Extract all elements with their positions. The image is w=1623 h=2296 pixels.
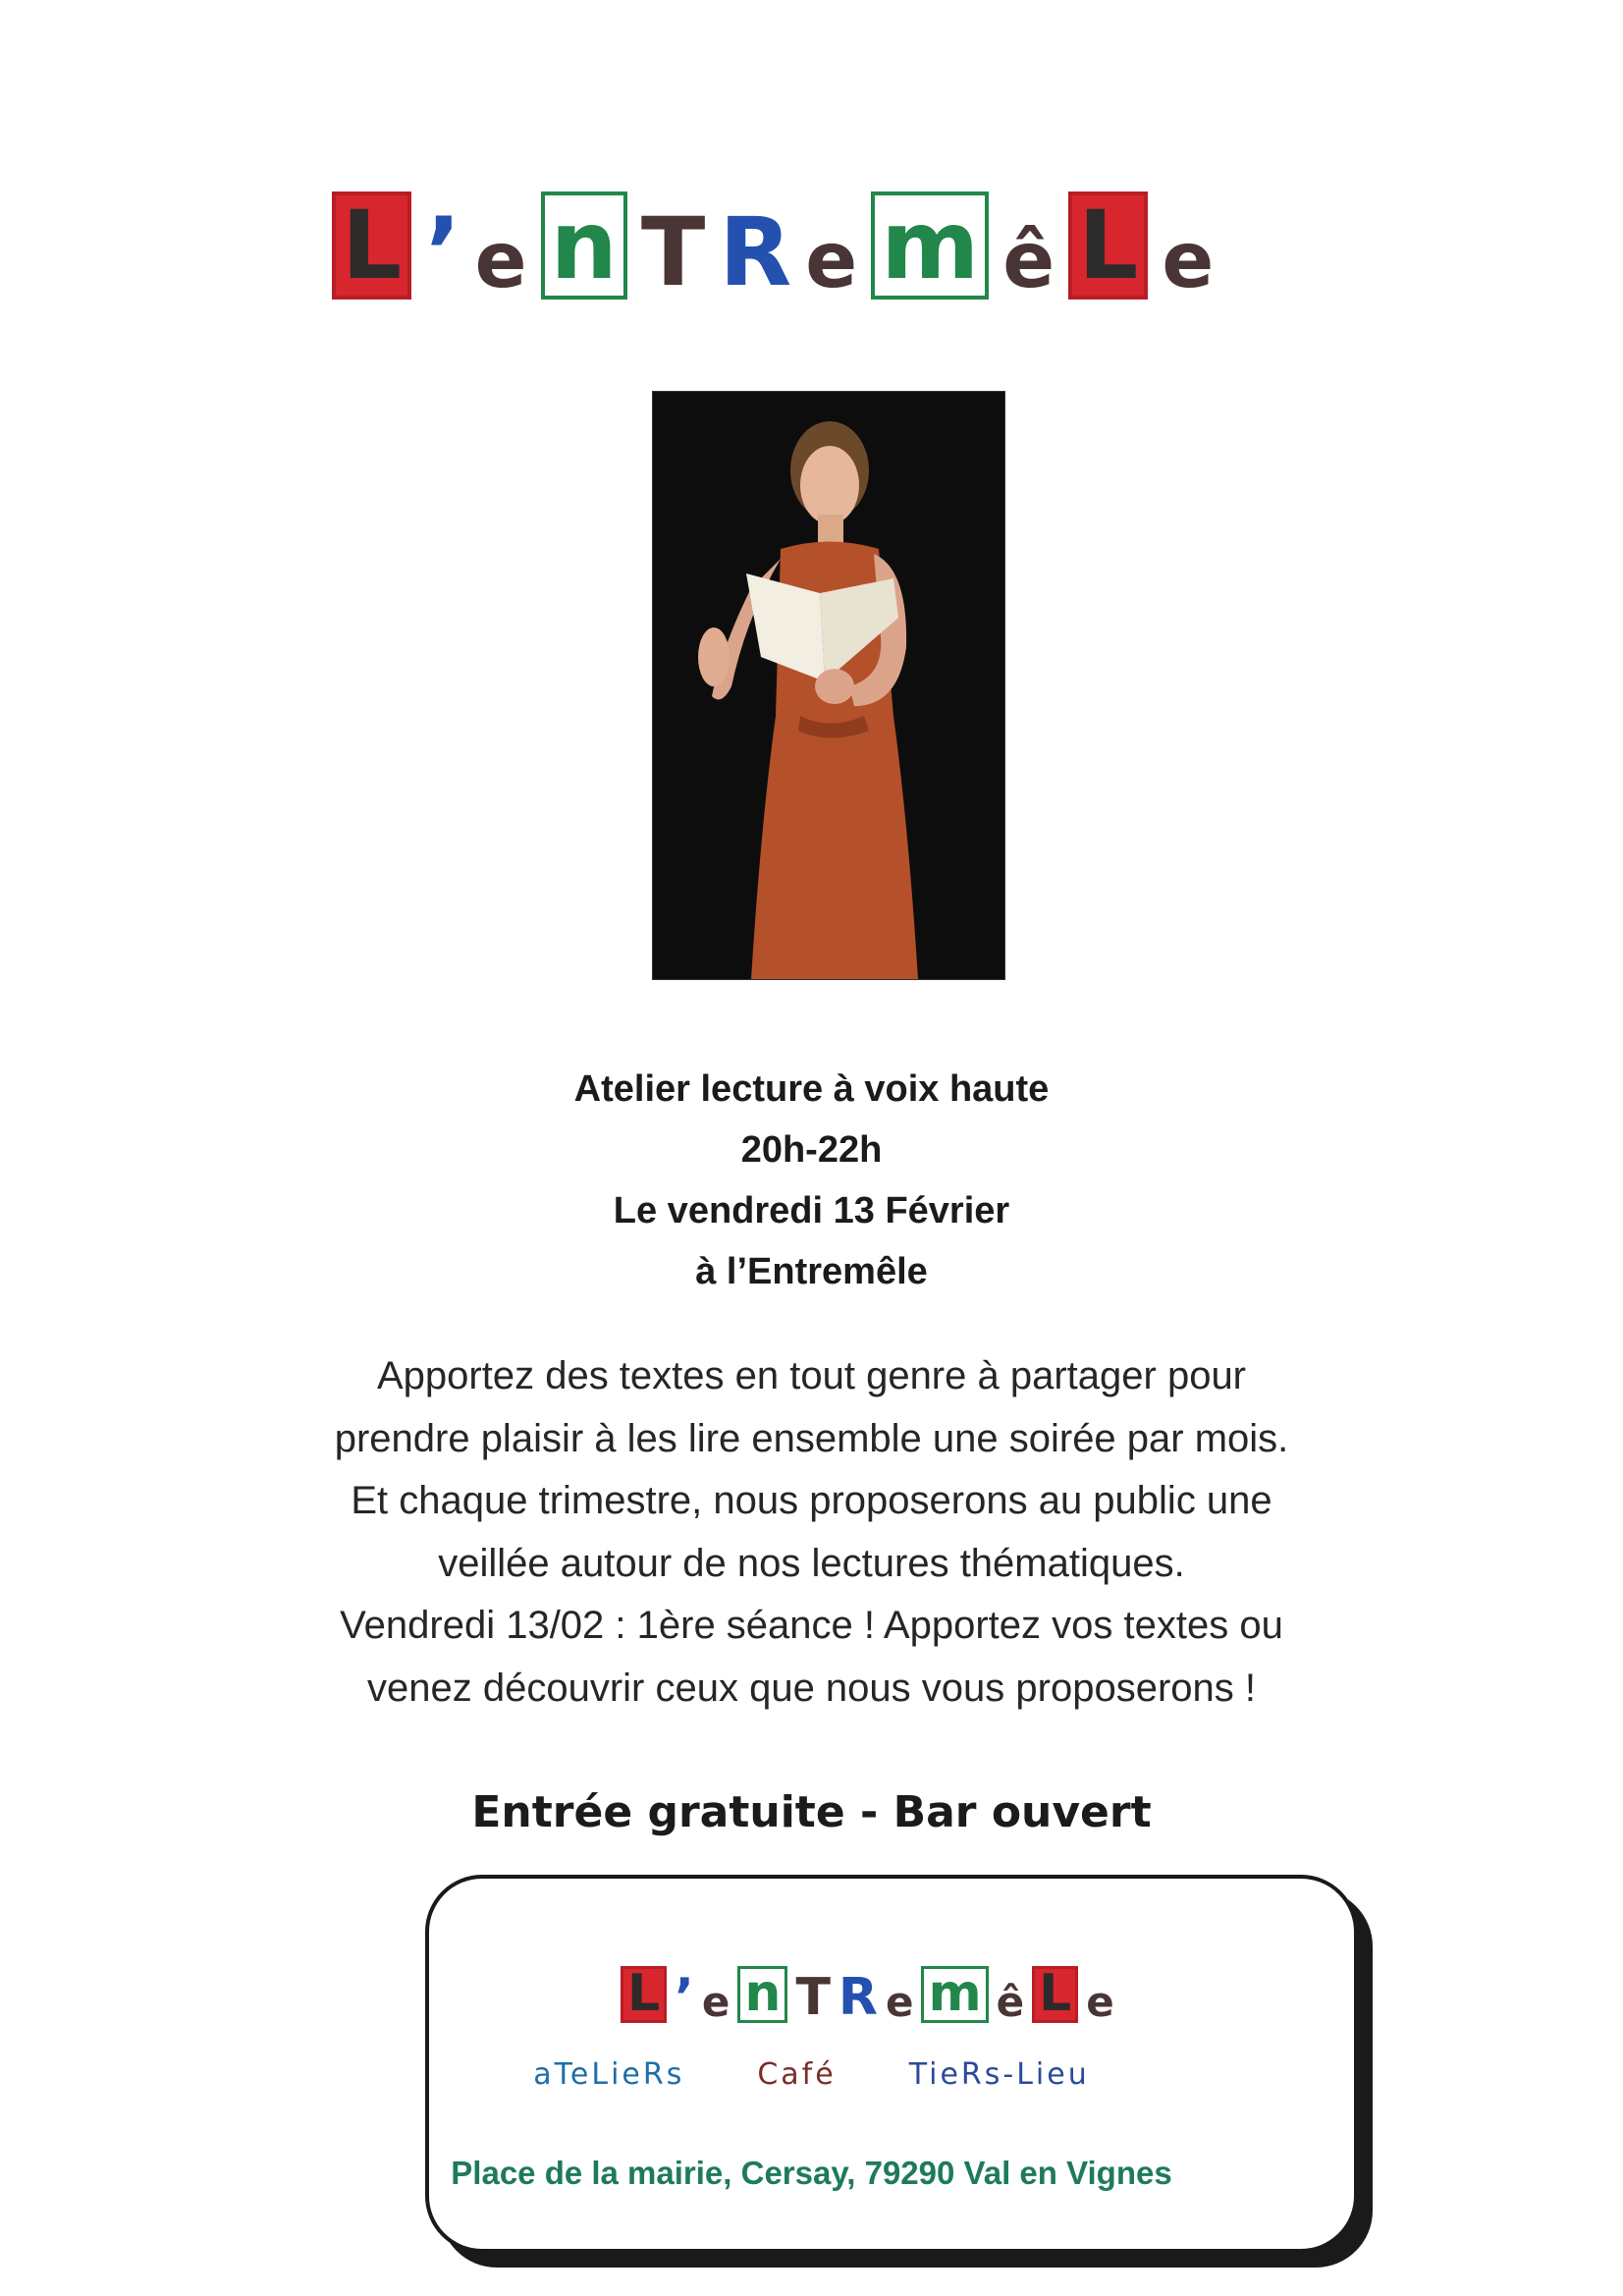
logo-letter: L <box>332 191 411 300</box>
description-line: Apportez des textes en tout genre à partager pour <box>376 1354 1247 1397</box>
event-title: Atelier lecture à voix haute <box>573 1068 1050 1110</box>
tagline-cafe: Café <box>757 2057 837 2092</box>
logo-letter: e <box>701 1978 730 2026</box>
event-date: Le vendredi 13 Février <box>613 1190 1010 1231</box>
logo-letter: ê <box>1002 217 1055 305</box>
logo-letter: R <box>838 1968 878 2027</box>
event-time: 20h-22h <box>740 1129 883 1171</box>
entremele-logo <box>332 182 1215 307</box>
logo-letter: e <box>1162 217 1215 305</box>
entremele-logo-small <box>621 1964 1114 2027</box>
event-description <box>0 1345 1623 1720</box>
event-place: à l’Entremêle <box>695 1251 928 1292</box>
logo-letter: T <box>795 1968 831 2027</box>
logo-letter: L <box>621 1966 667 2023</box>
description-line: Et chaque trimestre, nous proposerons au public une <box>351 1479 1272 1522</box>
logo-letter: n <box>541 191 627 300</box>
description-line: Vendredi 13/02 : 1ère séance ! Apportez vos textes ou <box>340 1604 1283 1647</box>
logo-letter: m <box>871 191 989 300</box>
description-line: venez découvrir ceux que nous vous proposerons ! <box>367 1666 1256 1710</box>
tagline-ateliers: aTeLieRs <box>533 2057 685 2092</box>
venue-tagline <box>0 2057 1623 2092</box>
logo-letter: L <box>1068 191 1148 300</box>
logo-letter: R <box>719 197 792 307</box>
description-line: veillée autour de nos lectures thématiques. <box>438 1541 1185 1585</box>
logo-letter: e <box>1086 1978 1114 2026</box>
logo-letter: ’ <box>425 197 461 307</box>
description-line: prendre plaisir à les lire ensemble une soirée par mois. <box>334 1416 1289 1460</box>
logo-letter: ê <box>996 1978 1025 2026</box>
entry-info: Entrée gratuite - Bar ouvert <box>471 1787 1152 1837</box>
logo-letter: ’ <box>675 1968 694 2027</box>
event-details <box>0 1059 1623 1302</box>
venue-address: Place de la mairie, Cersay, 79290 Val en Vignes <box>451 2155 1172 2191</box>
tagline-tiers-lieu: TieRs-Lieu <box>908 2057 1090 2092</box>
logo-letter: T <box>640 197 706 307</box>
logo-letter: n <box>737 1966 787 2023</box>
logo-letter: e <box>885 1978 914 2026</box>
woman-reading-aloud-photo <box>652 391 1005 980</box>
logo-letter: m <box>921 1966 988 2023</box>
logo-letter: e <box>474 217 527 305</box>
logo-letter: e <box>805 217 858 305</box>
logo-letter: L <box>1032 1966 1078 2023</box>
